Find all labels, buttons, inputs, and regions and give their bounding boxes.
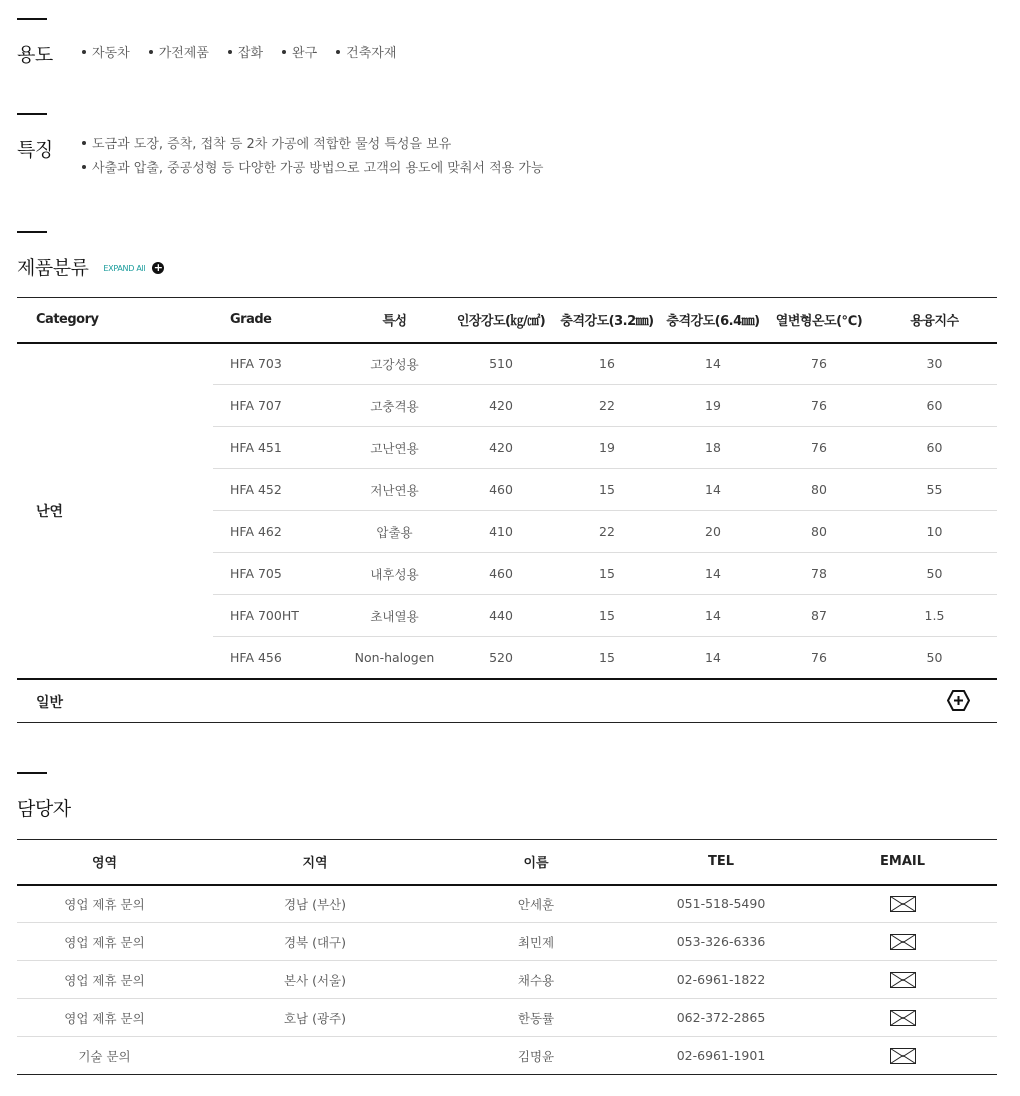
name-cell: 한동률	[438, 999, 634, 1037]
section-bar	[17, 18, 47, 20]
table-row	[17, 1037, 997, 1075]
value-cell: 50	[872, 553, 997, 595]
value-cell: 10	[872, 511, 997, 553]
value-cell: 14	[660, 469, 766, 511]
grade-cell: HFA 705	[213, 553, 341, 595]
area-cell: 영업 제휴 문의	[17, 961, 192, 999]
region-cell: 본사 (서울)	[192, 961, 438, 999]
expand-all-link[interactable]: EXPAND All	[103, 263, 146, 273]
product-section	[17, 231, 997, 711]
property-cell: 내후성용	[341, 553, 448, 595]
email-cell	[808, 1037, 997, 1075]
mail-icon[interactable]	[890, 1010, 916, 1026]
name-cell: 채수용	[438, 961, 634, 999]
grade-cell: HFA 452	[213, 469, 341, 511]
col-header-grade: Grade	[213, 298, 341, 343]
col-header-mfi: 용융지수	[872, 298, 997, 343]
value-cell: 520	[448, 637, 554, 679]
table-row	[17, 923, 997, 961]
value-cell: 87	[766, 595, 872, 637]
col-header-tel: TEL	[634, 840, 808, 885]
value-cell: 460	[448, 469, 554, 511]
value-cell: 420	[448, 427, 554, 469]
property-cell: 고충격용	[341, 385, 448, 427]
table-row	[17, 885, 997, 923]
section-bar	[17, 231, 47, 233]
feature-item: 사출과 압출, 중공성형 등 다양한 가공 방법으로 고객의 용도에 맞춰서 적용 가능	[82, 160, 543, 184]
usage-item: 가전제품	[149, 42, 209, 61]
region-cell: 경남 (부산)	[192, 885, 438, 923]
col-header-name: 이름	[438, 840, 634, 885]
usage-item: 자동차	[82, 42, 130, 61]
mail-icon[interactable]	[890, 1048, 916, 1064]
product-title: 제품분류	[17, 257, 89, 279]
bullet-icon	[82, 141, 86, 145]
property-cell: 초내열용	[341, 595, 448, 637]
usage-item: 잡화	[228, 42, 263, 61]
tel-cell: 051-518-5490	[634, 885, 808, 923]
value-cell: 50	[872, 637, 997, 679]
region-cell: 호남 (광주)	[192, 999, 438, 1037]
name-cell: 최민제	[438, 923, 634, 961]
email-cell	[808, 999, 997, 1037]
product-header-row	[17, 298, 997, 343]
area-cell: 영업 제휴 문의	[17, 999, 192, 1037]
value-cell: 55	[872, 469, 997, 511]
value-cell: 80	[766, 469, 872, 511]
value-cell: 76	[766, 343, 872, 385]
email-cell	[808, 885, 997, 923]
value-cell: 15	[554, 553, 660, 595]
feature-section	[17, 113, 997, 176]
bullet-icon	[82, 50, 86, 54]
col-header-region: 지역	[192, 840, 438, 885]
name-cell: 안세훈	[438, 885, 634, 923]
property-cell: 고강성용	[341, 343, 448, 385]
usage-item: 완구	[282, 42, 317, 61]
grade-cell: HFA 700HT	[213, 595, 341, 637]
tel-cell: 062-372-2865	[634, 999, 808, 1037]
value-cell: 20	[660, 511, 766, 553]
grade-cell: HFA 707	[213, 385, 341, 427]
value-cell: 15	[554, 469, 660, 511]
usage-section	[17, 18, 997, 66]
contact-header-row	[17, 840, 997, 885]
bullet-icon	[336, 50, 340, 54]
value-cell: 18	[660, 427, 766, 469]
product-table	[17, 297, 997, 680]
contact-section	[17, 772, 997, 1064]
value-cell: 16	[554, 343, 660, 385]
col-header-area: 영역	[17, 840, 192, 885]
plus-circle-icon[interactable]: +	[153, 261, 163, 274]
table-row	[17, 961, 997, 999]
value-cell: 30	[872, 343, 997, 385]
usage-list	[82, 42, 415, 61]
value-cell: 14	[660, 595, 766, 637]
value-cell: 76	[766, 427, 872, 469]
value-cell: 19	[554, 427, 660, 469]
value-cell: 14	[660, 553, 766, 595]
property-cell: 압출용	[341, 511, 448, 553]
value-cell: 410	[448, 511, 554, 553]
value-cell: 60	[872, 427, 997, 469]
tel-cell: 053-326-6336	[634, 923, 808, 961]
mail-icon[interactable]	[890, 934, 916, 950]
feature-list	[82, 136, 543, 184]
value-cell: 15	[554, 637, 660, 679]
email-cell	[808, 961, 997, 999]
col-header-email: EMAIL	[808, 840, 997, 885]
feature-item: 도금과 도장, 증착, 접착 등 2차 가공에 적합한 물성 특성을 보유	[82, 136, 543, 160]
col-header-tensile: 인장강도(㎏/㎠)	[448, 298, 554, 343]
section-bar	[17, 113, 47, 115]
value-cell: 510	[448, 343, 554, 385]
property-cell: Non-halogen	[341, 637, 448, 679]
value-cell: 78	[766, 553, 872, 595]
bullet-icon	[282, 50, 286, 54]
product-title-row	[17, 253, 164, 280]
tel-cell: 02-6961-1901	[676, 1048, 766, 1063]
value-cell: 420	[448, 385, 554, 427]
name-cell: 김명윤	[517, 1048, 555, 1064]
value-cell: 1.5	[872, 595, 997, 637]
usage-item: 건축자재	[336, 42, 396, 61]
value-cell: 22	[554, 511, 660, 553]
contact-table	[17, 839, 997, 1075]
value-cell: 22	[554, 385, 660, 427]
region-cell: 경북 (대구)	[192, 923, 438, 961]
hex-plus-icon[interactable]	[947, 690, 970, 711]
area-cell: 영업 제휴 문의	[17, 923, 192, 961]
value-cell: 76	[766, 385, 872, 427]
value-cell: 80	[766, 511, 872, 553]
general-category-label: 일반	[36, 695, 64, 711]
col-header-hdt: 열변형온도(℃)	[766, 298, 872, 343]
category-cell: 난연	[17, 343, 213, 679]
grade-cell: HFA 703	[213, 343, 341, 385]
value-cell: 460	[448, 553, 554, 595]
value-cell: 19	[660, 385, 766, 427]
grade-cell: HFA 451	[213, 427, 341, 469]
mail-icon[interactable]	[890, 896, 916, 912]
contact-title: 담당자	[17, 798, 71, 820]
tel-cell: 02-6961-1822	[634, 961, 808, 999]
value-cell: 14	[660, 343, 766, 385]
usage-title: 용도	[17, 44, 53, 66]
email-cell	[808, 923, 997, 961]
bullet-icon	[82, 165, 86, 169]
table-row	[17, 999, 997, 1037]
region-cell	[192, 1037, 438, 1075]
property-cell: 고난연용	[341, 427, 448, 469]
general-category-row[interactable]	[17, 680, 997, 723]
value-cell: 76	[766, 637, 872, 679]
area-cell: 기술 문의	[78, 1048, 131, 1064]
bullet-icon	[149, 50, 153, 54]
area-cell: 영업 제휴 문의	[17, 885, 192, 923]
property-cell: 저난연용	[341, 469, 448, 511]
mail-icon[interactable]	[890, 972, 916, 988]
value-cell: 60	[872, 385, 997, 427]
value-cell: 440	[448, 595, 554, 637]
grade-cell: HFA 456	[213, 637, 341, 679]
feature-title: 특징	[17, 139, 53, 161]
value-cell: 15	[554, 595, 660, 637]
col-header-category: Category	[17, 298, 213, 343]
bullet-icon	[228, 50, 232, 54]
col-header-property: 특성	[341, 298, 448, 343]
col-header-impact-64: 충격강도(6.4㎜)	[660, 298, 766, 343]
col-header-impact-32: 충격강도(3.2㎜)	[554, 298, 660, 343]
grade-cell: HFA 462	[213, 511, 341, 553]
value-cell: 14	[660, 637, 766, 679]
table-row	[17, 343, 997, 385]
section-bar	[17, 772, 47, 774]
